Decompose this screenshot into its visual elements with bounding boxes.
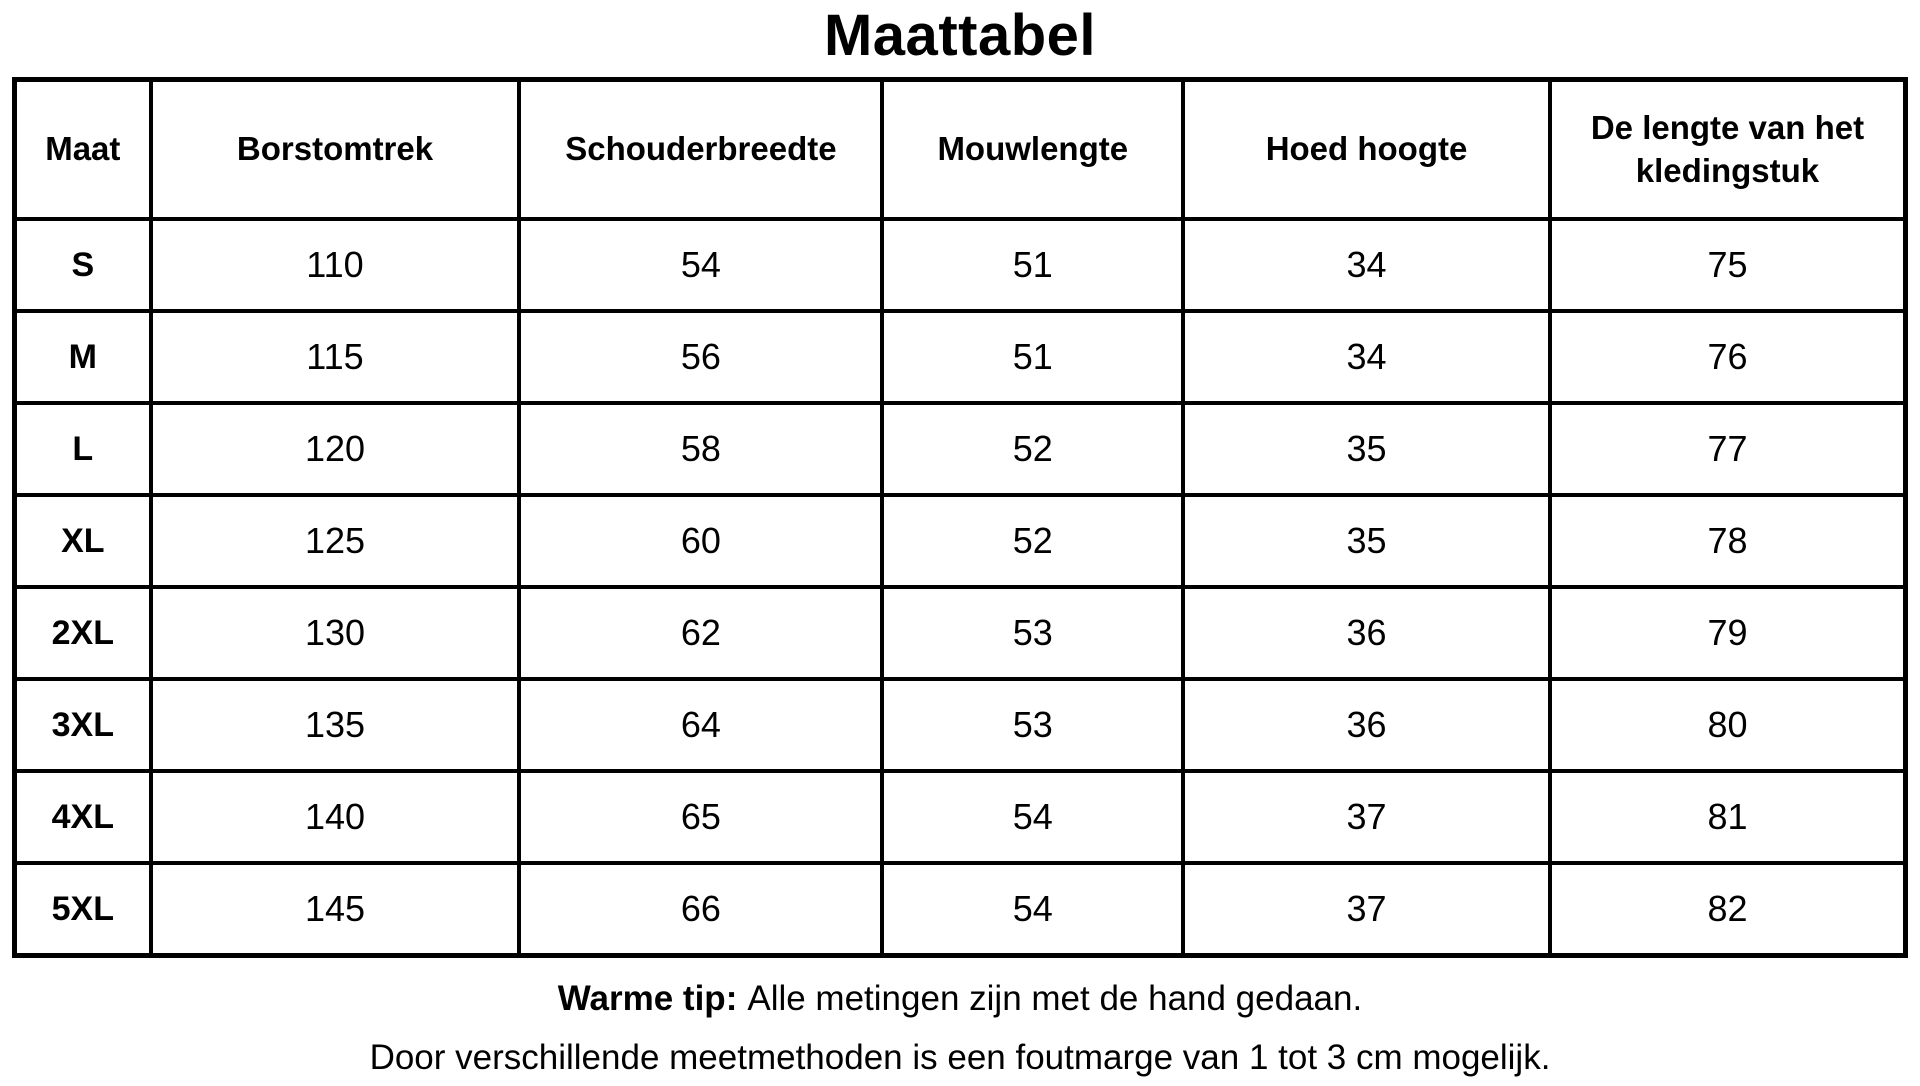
column-header: Mouwlengte bbox=[882, 79, 1183, 219]
table-row bbox=[15, 311, 1906, 403]
table-row bbox=[15, 219, 1906, 311]
measurement-cell: 76 bbox=[1550, 311, 1906, 403]
measurement-cell: 125 bbox=[151, 495, 520, 587]
measurement-cell: 79 bbox=[1550, 587, 1906, 679]
measurement-cell: 53 bbox=[882, 679, 1183, 771]
measurement-cell: 120 bbox=[151, 403, 520, 495]
measurement-cell: 54 bbox=[882, 771, 1183, 863]
measurement-cell: 80 bbox=[1550, 679, 1906, 771]
footer-notes bbox=[0, 974, 1920, 1084]
measurement-cell: 35 bbox=[1183, 403, 1550, 495]
column-header: Maat bbox=[15, 79, 151, 219]
measurement-cell: 36 bbox=[1183, 679, 1550, 771]
measurement-cell: 62 bbox=[519, 587, 882, 679]
measurement-cell: 145 bbox=[151, 863, 520, 955]
size-label: M bbox=[15, 311, 151, 403]
size-table bbox=[12, 77, 1908, 958]
size-label: S bbox=[15, 219, 151, 311]
table-row bbox=[15, 587, 1906, 679]
column-header: De lengte van het kledingstuk bbox=[1550, 79, 1906, 219]
measurement-cell: 37 bbox=[1183, 771, 1550, 863]
table-row bbox=[15, 403, 1906, 495]
measurement-cell: 35 bbox=[1183, 495, 1550, 587]
measurement-cell: 36 bbox=[1183, 587, 1550, 679]
measurement-cell: 78 bbox=[1550, 495, 1906, 587]
disclaimer-line: Door verschillende meetmethoden is een foutmarge van 1 tot 3 cm mogelijk. bbox=[369, 1037, 1551, 1077]
size-label: L bbox=[15, 403, 151, 495]
size-label: 3XL bbox=[15, 679, 151, 771]
measurement-cell: 51 bbox=[882, 219, 1183, 311]
column-header: Hoed hoogte bbox=[1183, 79, 1550, 219]
measurement-cell: 115 bbox=[151, 311, 520, 403]
size-label: 2XL bbox=[15, 587, 151, 679]
measurement-cell: 140 bbox=[151, 771, 520, 863]
measurement-cell: 64 bbox=[519, 679, 882, 771]
table-row bbox=[15, 771, 1906, 863]
measurement-cell: 51 bbox=[882, 311, 1183, 403]
size-table-body bbox=[15, 219, 1906, 955]
measurement-cell: 58 bbox=[519, 403, 882, 495]
measurement-cell: 77 bbox=[1550, 403, 1906, 495]
measurement-cell: 130 bbox=[151, 587, 520, 679]
measurement-cell: 54 bbox=[519, 219, 882, 311]
measurement-cell: 52 bbox=[882, 403, 1183, 495]
measurement-cell: 60 bbox=[519, 495, 882, 587]
header-row bbox=[15, 79, 1906, 219]
measurement-cell: 66 bbox=[519, 863, 882, 955]
measurement-cell: 65 bbox=[519, 771, 882, 863]
table-row bbox=[15, 863, 1906, 955]
table-row bbox=[15, 679, 1906, 771]
measurement-cell: 53 bbox=[882, 587, 1183, 679]
tip-text: Alle metingen zijn met de hand gedaan. bbox=[747, 978, 1363, 1018]
measurement-cell: 34 bbox=[1183, 311, 1550, 403]
page-title: Maattabel bbox=[823, 3, 1096, 68]
tip-label: Warme tip: bbox=[557, 978, 738, 1018]
measurement-cell: 110 bbox=[151, 219, 520, 311]
measurement-cell: 37 bbox=[1183, 863, 1550, 955]
size-table-head bbox=[15, 79, 1906, 219]
size-label: 5XL bbox=[15, 863, 151, 955]
table-row bbox=[15, 495, 1906, 587]
measurement-cell: 52 bbox=[882, 495, 1183, 587]
measurement-cell: 135 bbox=[151, 679, 520, 771]
measurement-cell: 81 bbox=[1550, 771, 1906, 863]
size-label: 4XL bbox=[15, 771, 151, 863]
column-header: Schouderbreedte bbox=[519, 79, 882, 219]
tip-line bbox=[0, 974, 1920, 1025]
measurement-cell: 82 bbox=[1550, 863, 1906, 955]
measurement-cell: 34 bbox=[1183, 219, 1550, 311]
size-label: XL bbox=[15, 495, 151, 587]
size-chart-page bbox=[0, 3, 1920, 1086]
measurement-cell: 75 bbox=[1550, 219, 1906, 311]
measurement-cell: 56 bbox=[519, 311, 882, 403]
measurement-cell: 54 bbox=[882, 863, 1183, 955]
column-header: Borstomtrek bbox=[151, 79, 520, 219]
